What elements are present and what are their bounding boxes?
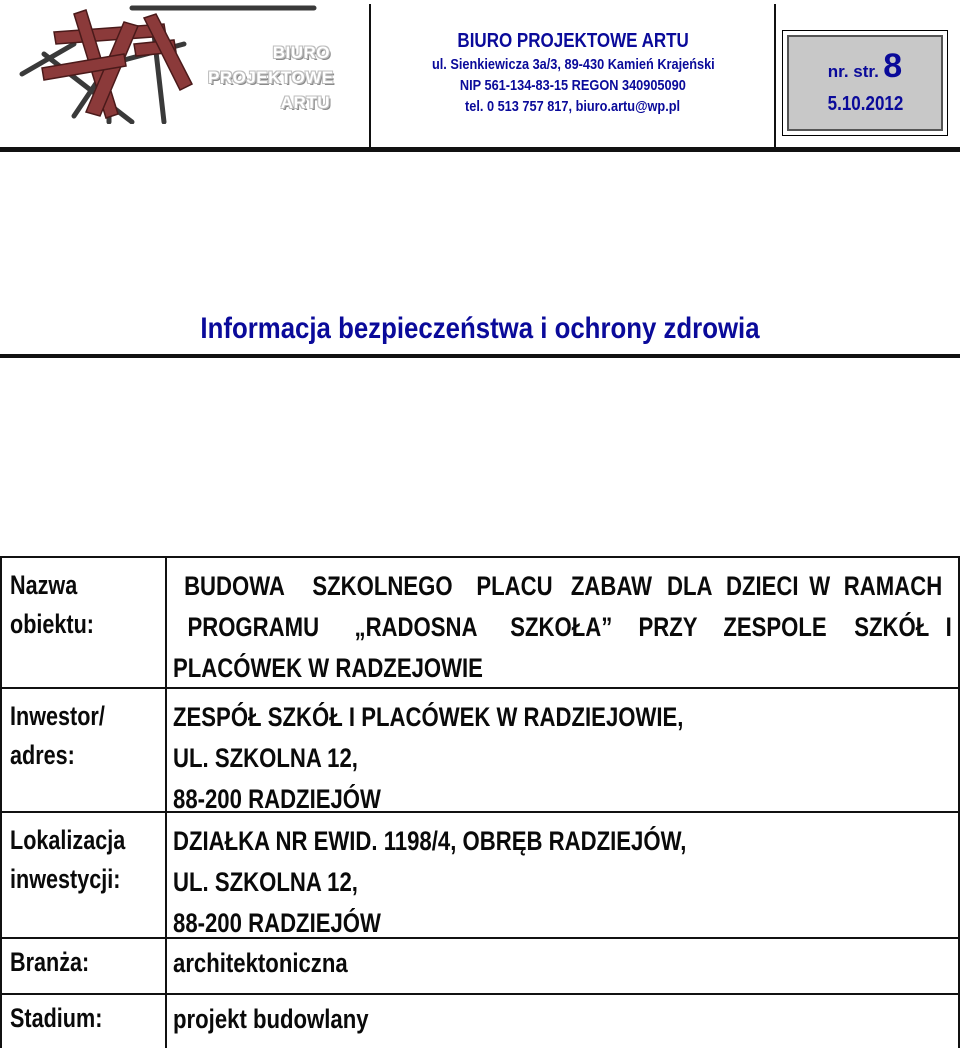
- page-number: 8: [883, 47, 903, 85]
- firm-name: BIURO PROJEKTOWE ARTU: [457, 30, 689, 52]
- document-title: Informacja bezpieczeństwa i ochrony zdrowia: [200, 312, 760, 345]
- row-label: Inwestor/ adres:: [10, 701, 105, 770]
- firm-tax-ids: NIP 561-134-83-15 REGON 340905090: [460, 77, 686, 94]
- title-rule: [0, 354, 960, 358]
- page-number-label: nr. str.: [827, 62, 879, 81]
- row-label: Branża:: [10, 947, 90, 977]
- row-label: Nazwa obiektu:: [10, 570, 94, 639]
- info-row-branch: [2, 939, 958, 995]
- firm-address: ul. Sienkiewicza 3a/3, 89-430 Kamień Krajeński: [431, 56, 715, 73]
- page-number-box: [782, 30, 948, 136]
- info-row-location: [2, 813, 958, 939]
- row-value: projekt budowlany: [173, 1004, 369, 1034]
- firm-contact: tel. 0 513 757 817, biuro.artu@wp.pl: [465, 98, 681, 115]
- firm-info: [372, 28, 774, 117]
- row-label: Stadium:: [10, 1003, 103, 1033]
- logo-wordmark: [208, 40, 334, 115]
- row-value: ZESPÓŁ SZKÓŁ I PLACÓWEK W RADZIEJOWIE, UL. SZKOLNA 12, 88-200 RADZIEJÓW: [173, 702, 684, 814]
- info-row-stage: [2, 995, 958, 1050]
- row-value: BUDOWA SZKOLNEGO PLACU ZABAW DLA DZIECI W RAMACH PROGRAMU „RADOSNA SZKOŁA” PRZY ZESPOLE SZKÓŁ I PLACÓWEK W RADZEJOWIE: [173, 566, 953, 689]
- justified-line: BUDOWA SZKOLNEGO PLACU ZABAW DLA DZIECI W RAMACH: [184, 571, 943, 601]
- document-header: [0, 0, 960, 156]
- document-date: 5.10.2012: [827, 93, 903, 115]
- header-divider: [774, 4, 776, 148]
- row-label: Lokalizacja inwestycji:: [10, 825, 126, 894]
- project-info-table: [0, 556, 960, 1048]
- info-row-object-name: [2, 558, 958, 689]
- logo-line: BIURO: [272, 43, 330, 62]
- logo-line: PROJEKTOWE: [208, 68, 334, 87]
- header-divider: [369, 4, 371, 148]
- header-rule: [0, 147, 960, 152]
- row-value: DZIAŁKA NR EWID. 1198/4, OBRĘB RADZIEJÓW, UL. SZKOLNA 12, 88-200 RADZIEJÓW: [173, 826, 687, 938]
- justified-line: PROGRAMU „RADOSNA SZKOŁA” PRZY ZESPOLE SZKÓŁ I: [187, 612, 953, 642]
- info-row-investor: [2, 689, 958, 813]
- row-value: architektoniczna: [173, 948, 348, 978]
- logo-line: ARTU: [280, 93, 330, 112]
